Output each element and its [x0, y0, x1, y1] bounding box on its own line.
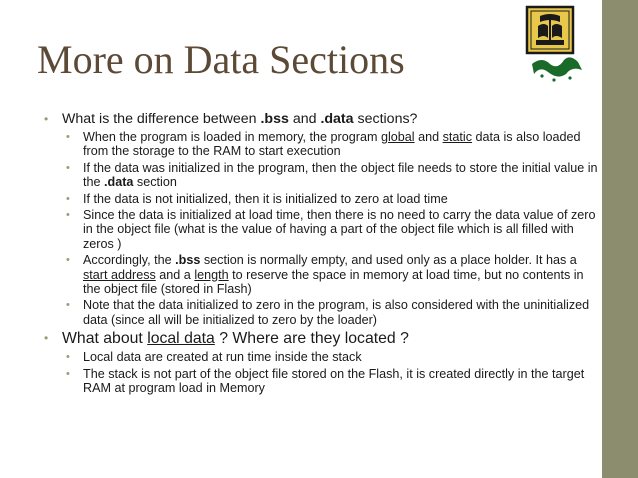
bullet-marker: • — [66, 367, 70, 380]
sub-bullet-item: • Local data are created at run time inside the stack — [66, 350, 362, 365]
bullet-marker: • — [66, 351, 70, 364]
sub-bullet-item: • If the data was initialized in the program, then the object file needs to store the initial value in the .data section — [66, 160, 598, 190]
bullet-marker: • — [66, 161, 70, 174]
bullet-marker: • — [66, 209, 70, 222]
bullet-marker: • — [66, 131, 70, 143]
sub-bullet-item: • Since the data is initialized at load time, then there is no need to carry the data value of zero in the object file (what is the value of having a part of the object file which is all filled with zeros ) — [66, 208, 596, 251]
bullet-item — [38, 329, 598, 348]
sub-bullet-item: • The stack is not part of the object file stored on the Flash, it is created directly in the target RAM at program load in Memory — [66, 366, 585, 396]
bullet-marker: • — [66, 254, 70, 267]
bullet-list — [38, 111, 598, 396]
sub-bullet-item: • Note that the data initialized to zero in the program, is also considered with the uninitialized data (since all will be initialized to zero by the loader) — [66, 298, 590, 327]
sub-bullet-item: • Accordingly, the .bss section is normally empty, and used only as a place holder. It has a start address and a length to reserve the space in memory at load time, but no contents in the object file (stored in Flash) — [66, 253, 584, 297]
bullet-text: What about local data ? Where are they located ? — [62, 330, 409, 348]
bullet-marker: • — [66, 299, 70, 312]
bullet-item — [38, 111, 598, 128]
accent-sidebar — [602, 0, 638, 478]
bullet-content — [38, 111, 598, 398]
sub-bullet-item: • When the program is loaded in memory, the program global and static data is also loaded from the storage to the RAM to start execution — [66, 130, 581, 159]
bullet-text: What is the difference between .bss and .data sections? — [62, 111, 418, 127]
sub-bullet-item: • If the data is not initialized, then it is initialized to zero at load time — [66, 191, 448, 206]
bullet-marker: • — [44, 331, 49, 346]
university-logo — [524, 4, 588, 86]
bullet-marker: • — [66, 192, 70, 205]
slide-title: More on Data Sections — [37, 37, 405, 82]
bullet-marker: • — [44, 112, 49, 126]
